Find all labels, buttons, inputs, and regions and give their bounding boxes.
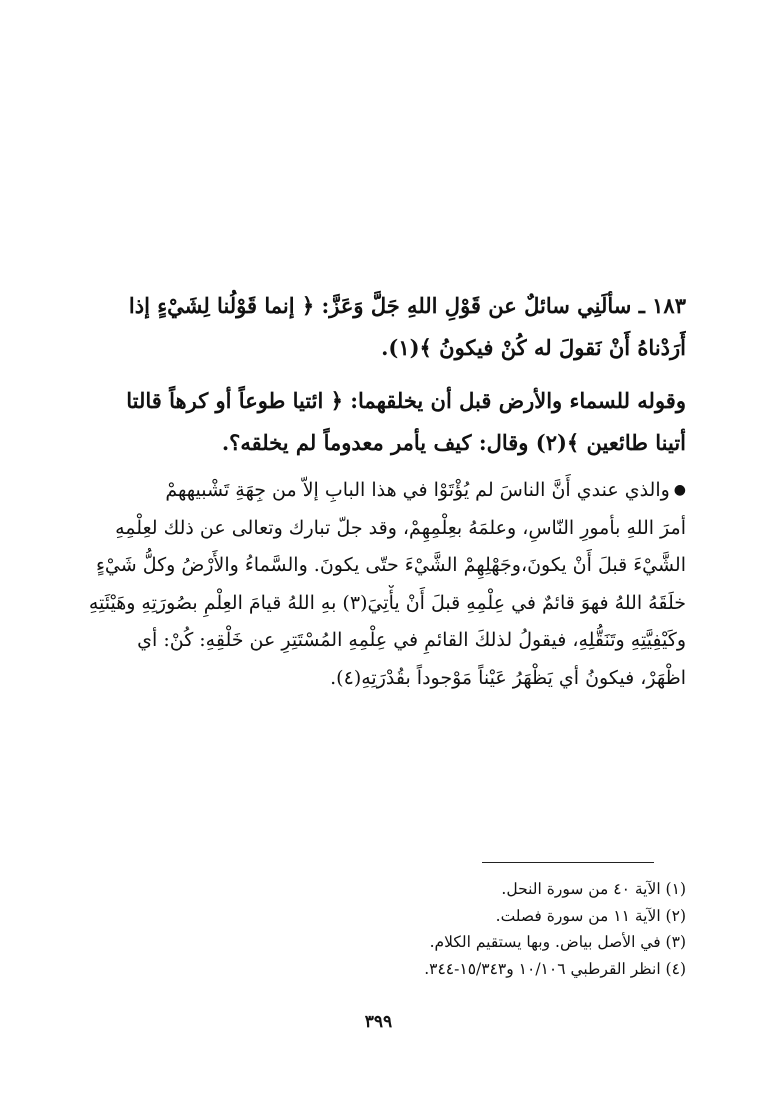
footnotes [250, 876, 686, 982]
second-question-paragraph [78, 380, 686, 464]
answer-line-1-text: والذي عندي أَنَّ الناسَ لم يُؤْتَوْا في هذا البابِ إلاّ من جِهَةِ تَشْبيههمْ [165, 479, 670, 501]
footnote-3: (٣) في الأصل بياض. وبها يستقيم الكلام. [429, 933, 686, 951]
question-line-2: أَرَدْناهُ أَنْ نَقولَ له كُنْ فيكونُ ﴾(١). [381, 335, 686, 360]
answer-line-6: اظْهَرْ، فيكونُ أي يَظْهَرُ عَيْناً مَوْجوداً بقُدْرَتِهِ(٤). [330, 666, 686, 689]
answer-line-5: وكَيْفِيَّتِهِ وتَنَقُّلِهِ، فيقولُ لذلكَ القائمِ في عِلْمِهِ المُسْتَتِرِ عن خَلْقِهِ: كُنْ: أي [137, 629, 686, 651]
bullet-icon: ● [673, 482, 686, 498]
question-line-1: ١٨٣ ـ سألَنِي سائلٌ عن قَوْلِ اللهِ جَلَّ وَعَزَّ: ﴿ إنما قَوْلُنا لِشَيْءٍ إذا [128, 293, 686, 318]
answer-line-2: أمرَ اللهِ بأمورِ النّاسِ، وعلمَهُ بعِلْمِهِمْ، وقد جلّ تبارك وتعالى عن ذلك لعِلْمِهِ [115, 516, 686, 539]
footnote-separator [482, 862, 654, 863]
answer-line-4: خلَقَهُ اللهُ فهوَ قائمٌ في عِلْمِهِ قبلَ أَنْ يأْتِيَ(٣) بهِ اللهُ قيامَ العِلْمِ بصُورَتِهِ وهَيْئَتِهِ [88, 591, 686, 614]
second-question-line-2: أتينا طائعين ﴾(٢) وقال: كيف يأمر معدوماً لم يخلقه؟. [221, 430, 686, 455]
page-number: ٣٩٩ [364, 1012, 393, 1032]
footnote-2: (٢) الآية ١١ من سورة فصلت. [495, 906, 686, 925]
answer-line-1 [78, 472, 686, 510]
footnote-1: (١) الآية ٤٠ من سورة النحل. [501, 880, 686, 898]
footnote-4: (٤) انظر القرطبي ١٠/١٠٦ و١٥/٣٤٣-٣٤٤. [424, 959, 686, 978]
answer-line-3: الشَّيْءَ قبلَ أَنْ يكونَ،وجَهْلِهِمْ الشَّيْءَ حتّى يكونَ. والسَّماءُ والأَرْضُ وكلُّ شَيْءٍ [95, 554, 686, 576]
answer-paragraph [78, 472, 686, 697]
second-question-line-1: وقوله للسماء والأرض قبل أن يخلقهما: ﴿ ائتيا طوعاً أو كرهاً قالتا [126, 388, 686, 413]
question-paragraph [78, 285, 686, 369]
